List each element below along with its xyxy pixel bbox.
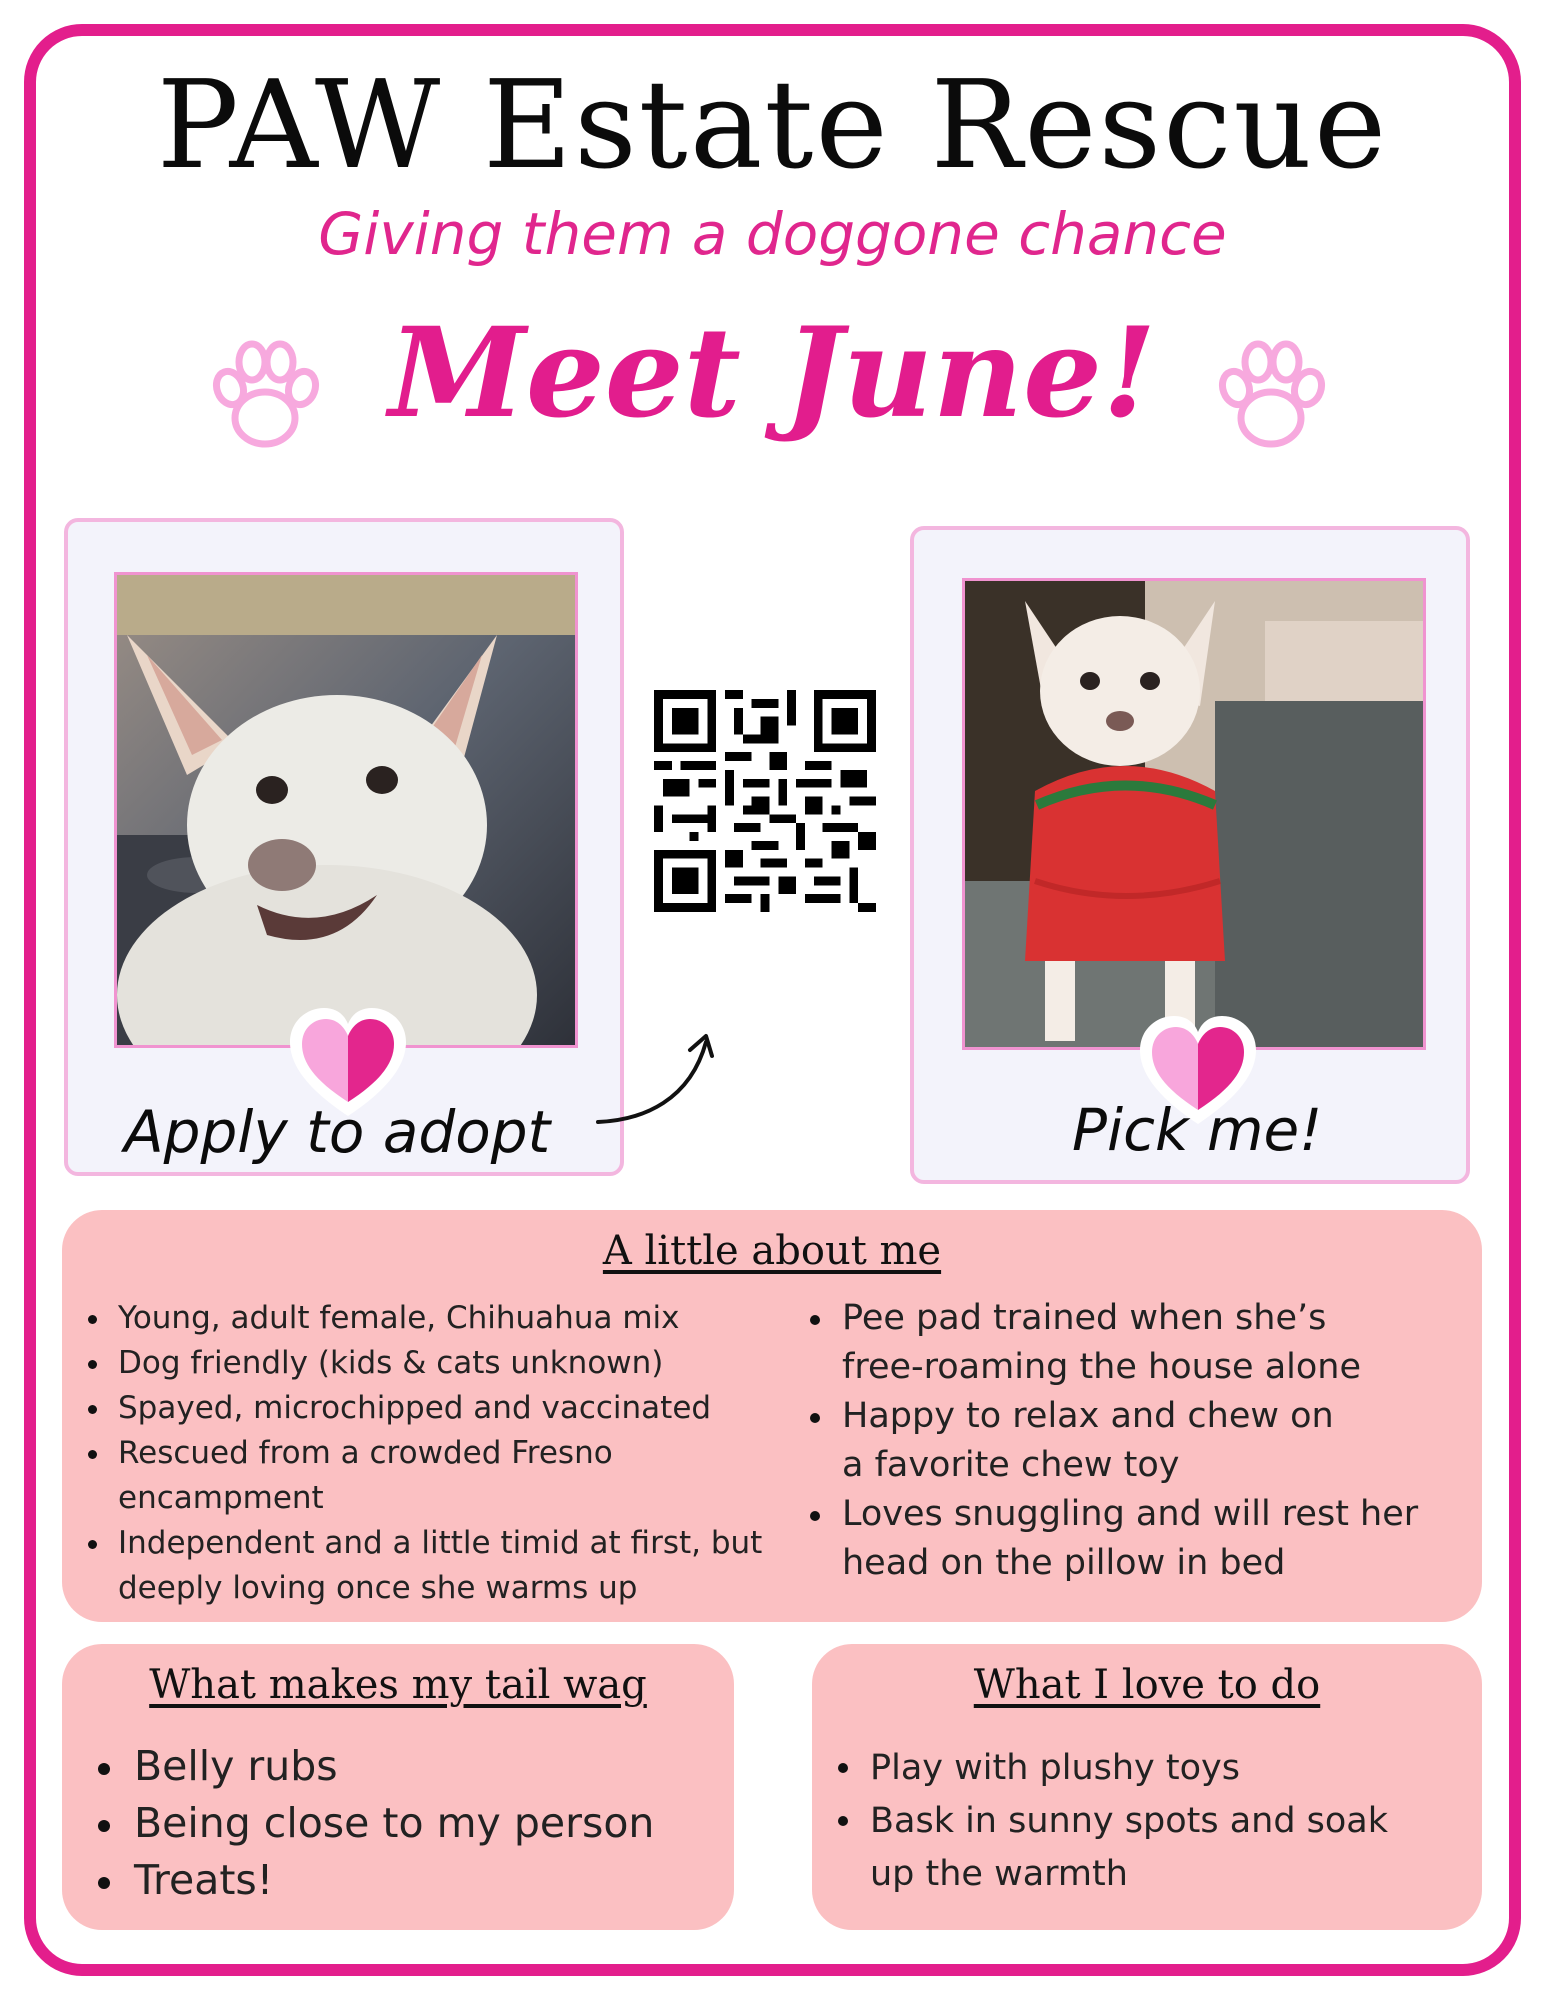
list-item: Young, adult female, Chihuahua mix (78, 1296, 828, 1341)
qr-code[interactable] (654, 690, 876, 912)
list-item: Pee pad trained when she’s free-roaming the house alone (800, 1294, 1402, 1392)
photo-card-right (910, 526, 1470, 1184)
arrow-icon (594, 1020, 724, 1130)
list-item: Bask in sunny spots and soak up the warmth (828, 1795, 1428, 1901)
headline: Meet June! (388, 301, 1157, 446)
tail-wag-heading: What makes my tail wag (149, 1662, 647, 1708)
list-item: Independent and a little timid at first, but deeply loving once she warms up (78, 1521, 818, 1611)
list-item: Treats! (86, 1852, 706, 1909)
list-item: Spayed, microchipped and vaccinated (78, 1386, 828, 1431)
tagline: Giving them a doggone chance (318, 200, 1227, 268)
photo-card-left (64, 518, 624, 1176)
page-title: PAW Estate Rescue (156, 54, 1389, 196)
tail-wag-list (86, 1738, 706, 1909)
love-to-do-list (828, 1742, 1428, 1901)
about-list-left (78, 1296, 828, 1611)
list-item: Dog friendly (kids & cats unknown) (78, 1341, 828, 1386)
list-item: Rescued from a crowded Fresno encampment (78, 1431, 678, 1521)
list-item: Happy to relax and chew on a favorite chew toy (800, 1392, 1362, 1490)
tail-wag-section (62, 1644, 734, 1930)
dog-photo-left (114, 572, 578, 1048)
apply-caption: Apply to adopt (124, 1098, 551, 1166)
dog-photo-right (962, 578, 1426, 1050)
list-item: Loves snuggling and will rest her head on the pillow in bed (800, 1490, 1422, 1588)
list-item: Being close to my person (86, 1795, 706, 1852)
about-section (62, 1210, 1482, 1622)
list-item: Belly rubs (86, 1738, 706, 1795)
pick-me-caption: Pick me! (1072, 1096, 1323, 1164)
list-item: Play with plushy toys (828, 1742, 1428, 1795)
about-heading: A little about me (602, 1228, 942, 1274)
about-list-right (800, 1294, 1440, 1588)
love-to-do-heading: What I love to do (973, 1662, 1321, 1708)
love-to-do-section (812, 1644, 1482, 1930)
